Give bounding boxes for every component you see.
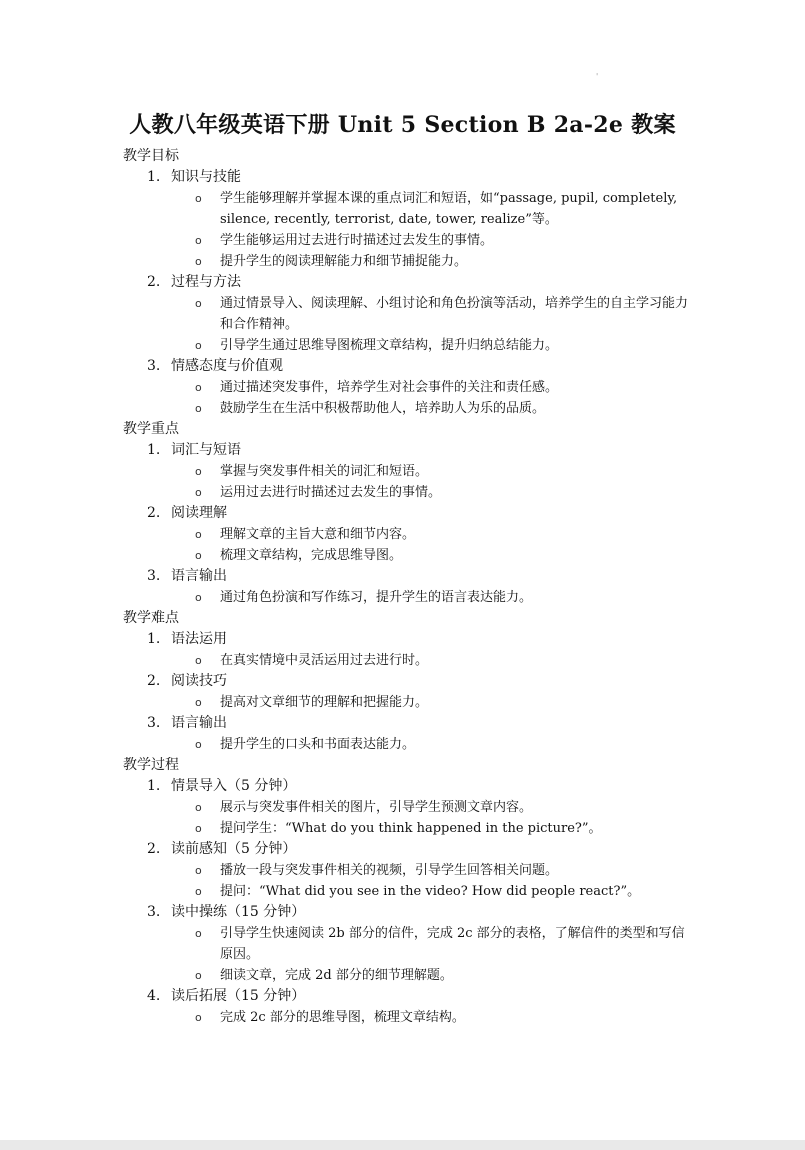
bullet-item	[123, 650, 693, 671]
bullet-item	[123, 251, 693, 272]
bullet-text: 提升学生的口头和书面表达能力。	[220, 737, 416, 752]
item-label: 过程与方法	[171, 274, 241, 290]
circle-bullet-icon: o	[195, 297, 202, 310]
bullet-item	[123, 965, 693, 986]
bullet-text: 提问学生：“What do you think happened in the picture?”。	[220, 821, 602, 836]
item-number: 1.	[147, 442, 161, 458]
bullet-text: 完成 2c 部分的思维导图，梳理文章结构。	[220, 1010, 465, 1025]
bullet-text: 细读文章，完成 2d 部分的细节理解题。	[220, 968, 453, 983]
item-label: 语法运用	[171, 631, 227, 647]
bullet-text: 理解文章的主旨大意和细节内容。	[220, 527, 416, 542]
item-label: 情景导入（5 分钟）	[171, 778, 297, 794]
circle-bullet-icon: o	[195, 801, 202, 814]
outline-item	[123, 503, 693, 524]
bullet-text: 展示与突发事件相关的图片，引导学生预测文章内容。	[220, 800, 533, 815]
outline-item	[123, 839, 693, 860]
bullet-text: 学生能够运用过去进行时描述过去发生的事情。	[220, 233, 494, 248]
bullet-item	[123, 818, 693, 839]
bullet-item	[123, 461, 693, 482]
item-label: 阅读技巧	[171, 673, 227, 689]
bullet-item	[123, 734, 693, 755]
circle-bullet-icon: o	[195, 885, 202, 898]
circle-bullet-icon: o	[195, 591, 202, 604]
bullet-item	[123, 398, 693, 419]
bullet-item	[123, 692, 693, 713]
page-mark: '	[596, 72, 599, 81]
item-label: 语言输出	[171, 715, 227, 731]
item-label: 读前感知（5 分钟）	[171, 841, 297, 857]
circle-bullet-icon: o	[195, 255, 202, 268]
item-number: 2.	[147, 274, 161, 290]
item-label: 读中操练（15 分钟）	[171, 904, 306, 920]
bullet-item	[123, 524, 693, 545]
bullet-item	[123, 293, 693, 335]
bullet-item	[123, 587, 693, 608]
circle-bullet-icon: o	[195, 192, 202, 205]
outline-item	[123, 713, 693, 734]
bullet-item	[123, 797, 693, 818]
circle-bullet-icon: o	[195, 339, 202, 352]
outline-item	[123, 566, 693, 587]
circle-bullet-icon: o	[195, 696, 202, 709]
bullet-item	[123, 1007, 693, 1028]
bullet-text: 播放一段与突发事件相关的视频，引导学生回答相关问题。	[220, 863, 559, 878]
circle-bullet-icon: o	[195, 381, 202, 394]
item-label: 语言输出	[171, 568, 227, 584]
bullet-item	[123, 188, 693, 230]
bullet-item	[123, 230, 693, 251]
item-number: 2.	[147, 841, 161, 857]
section-heading: 教学难点	[123, 610, 179, 626]
bullet-item	[123, 860, 693, 881]
bullet-item	[123, 545, 693, 566]
bullet-text: 通过情景导入、阅读理解、小组讨论和角色扮演等活动，培养学生的自主学习能力和合作精神。	[220, 296, 689, 332]
item-label: 词汇与短语	[171, 442, 241, 458]
item-number: 2.	[147, 505, 161, 521]
item-number: 3.	[147, 904, 161, 920]
circle-bullet-icon: o	[195, 1011, 202, 1024]
item-label: 读后拓展（15 分钟）	[171, 988, 306, 1004]
item-number: 3.	[147, 715, 161, 731]
document-title: 人教八年级英语下册 Unit 5 Section B 2a-2e 教案	[129, 112, 676, 138]
item-number: 3.	[147, 358, 161, 374]
item-label: 阅读理解	[171, 505, 227, 521]
bullet-text: 引导学生快速阅读 2b 部分的信件，完成 2c 部分的表格，了解信件的类型和写信原因。	[220, 926, 685, 962]
circle-bullet-icon: o	[195, 465, 202, 478]
item-label: 情感态度与价值观	[171, 358, 283, 374]
bullet-text: 梳理文章结构，完成思维导图。	[220, 548, 403, 563]
section-heading: 教学过程	[123, 757, 179, 773]
bullet-text: 鼓励学生在生活中积极帮助他人，培养助人为乐的品质。	[220, 401, 546, 416]
circle-bullet-icon: o	[195, 738, 202, 751]
section-heading: 教学重点	[123, 421, 179, 437]
bullet-item	[123, 377, 693, 398]
item-number: 4.	[147, 988, 161, 1004]
circle-bullet-icon: o	[195, 234, 202, 247]
bullet-text: 运用过去进行时描述过去发生的事情。	[220, 485, 442, 500]
circle-bullet-icon: o	[195, 528, 202, 541]
outline-item	[123, 440, 693, 461]
circle-bullet-icon: o	[195, 486, 202, 499]
document-body	[123, 146, 693, 1028]
outline-item	[123, 167, 693, 188]
bullet-text: 提问：“What did you see in the video? How did people react?”。	[220, 884, 641, 899]
bullet-text: 引导学生通过思维导图梳理文章结构，提升归纳总结能力。	[220, 338, 559, 353]
bullet-text: 通过描述突发事件，培养学生对社会事件的关注和责任感。	[220, 380, 559, 395]
bullet-text: 提高对文章细节的理解和把握能力。	[220, 695, 429, 710]
page-bottom-strip	[0, 1140, 805, 1150]
outline-item	[123, 356, 693, 377]
circle-bullet-icon: o	[195, 654, 202, 667]
outline-item	[123, 986, 693, 1007]
item-number: 1.	[147, 778, 161, 794]
bullet-item	[123, 482, 693, 503]
circle-bullet-icon: o	[195, 969, 202, 982]
bullet-text: 学生能够理解并掌握本课的重点词汇和短语，如“passage, pupil, completely, silence, recently, terrorist, date, tower, realize”等。	[220, 191, 678, 227]
bullet-text: 掌握与突发事件相关的词汇和短语。	[220, 464, 429, 479]
item-number: 2.	[147, 673, 161, 689]
bullet-item	[123, 881, 693, 902]
circle-bullet-icon: o	[195, 822, 202, 835]
bullet-text: 提升学生的阅读理解能力和细节捕捉能力。	[220, 254, 468, 269]
outline-item	[123, 776, 693, 797]
item-label: 知识与技能	[171, 169, 241, 185]
circle-bullet-icon: o	[195, 927, 202, 940]
bullet-item	[123, 335, 693, 356]
section-heading: 教学目标	[123, 148, 179, 164]
circle-bullet-icon: o	[195, 402, 202, 415]
bullet-text: 在真实情境中灵活运用过去进行时。	[220, 653, 429, 668]
outline-item	[123, 902, 693, 923]
circle-bullet-icon: o	[195, 864, 202, 877]
outline-item	[123, 629, 693, 650]
bullet-text: 通过角色扮演和写作练习，提升学生的语言表达能力。	[220, 590, 533, 605]
item-number: 1.	[147, 631, 161, 647]
bullet-item	[123, 923, 693, 965]
outline-item	[123, 671, 693, 692]
circle-bullet-icon: o	[195, 549, 202, 562]
item-number: 1.	[147, 169, 161, 185]
item-number: 3.	[147, 568, 161, 584]
outline-item	[123, 272, 693, 293]
